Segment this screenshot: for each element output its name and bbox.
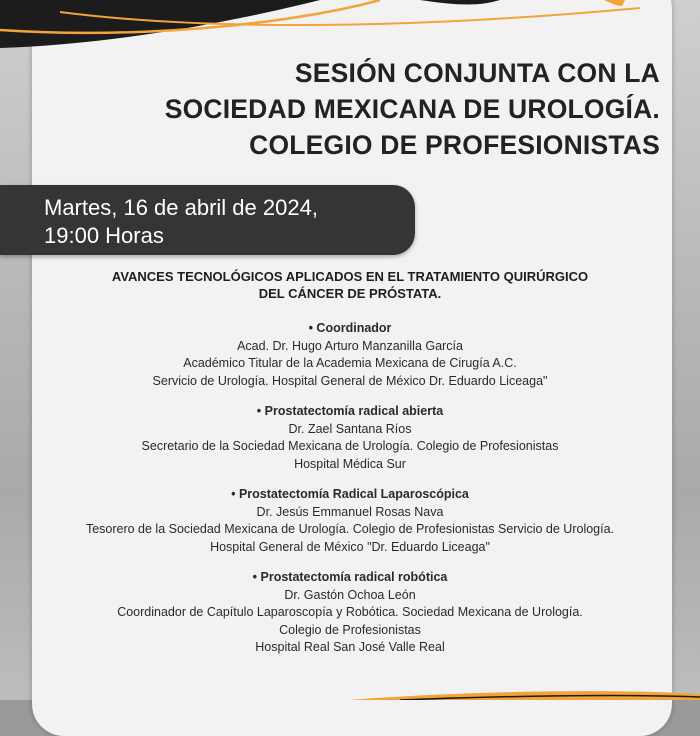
section-heading: • Prostatectomía Radical Laparoscópica: [231, 487, 469, 501]
date-banner: [0, 185, 415, 255]
speaker-detail: Tesorero de la Sociedad Mexicana de Urología. Colegio de Profesionistas Servicio de Urología.: [85, 522, 615, 536]
event-date: Martes, 16 de abril de 2024,: [44, 195, 318, 220]
speaker-detail: Académico Titular de la Academia Mexicana de Cirugía A.C.: [183, 356, 517, 370]
event-time: 19:00 Horas: [44, 223, 164, 248]
program-section-coordinador: [40, 320, 660, 390]
section-heading: • Prostatectomía radical robótica: [252, 570, 448, 584]
topic-line: DEL CÁNCER DE PRÓSTATA.: [258, 286, 442, 301]
title-line: SOCIEDAD MEXICANA DE UROLOGÍA.: [164, 94, 660, 124]
speaker-detail: Hospital General de México "Dr. Eduardo Liceaga": [210, 539, 490, 554]
speaker-detail: Servicio de Urología. Hospital General de México Dr. Eduardo Liceaga": [152, 373, 548, 388]
program-section-abierta: [40, 403, 660, 473]
speaker-name: Dr. Jesús Emmanuel Rosas Nava: [256, 504, 444, 519]
speaker-detail: Hospital Médica Sur: [294, 456, 406, 471]
program-section-laparoscopica: [40, 486, 660, 556]
speaker-name: Acad. Dr. Hugo Arturo Manzanilla García: [237, 338, 463, 353]
speaker-detail: Hospital Real San José Valle Real: [255, 640, 445, 654]
event-title: [60, 55, 660, 163]
section-heading: • Coordinador: [308, 321, 392, 335]
top-decoration: [0, 0, 700, 60]
bottom-decoration: [0, 670, 700, 700]
session-topic: [40, 268, 660, 302]
speaker-name: Dr. Gastón Ochoa León: [284, 587, 416, 602]
topic-line: AVANCES TECNOLÓGICOS APLICADOS EN EL TRATAMIENTO QUIRÚRGICO: [111, 269, 589, 284]
program-section-robotica: [40, 569, 660, 657]
speaker-detail: Secretario de la Sociedad Mexicana de Urología. Colegio de Profesionistas: [141, 439, 559, 453]
title-line: SESIÓN CONJUNTA CON LA: [294, 58, 660, 88]
speaker-detail: Coordinador de Capítulo Laparoscopía y Robótica. Sociedad Mexicana de Urología.: [117, 605, 583, 619]
speaker-detail: Colegio de Profesionistas: [279, 622, 421, 637]
title-line: COLEGIO DE PROFESIONISTAS: [249, 130, 660, 160]
section-heading: • Prostatectomía radical abierta: [256, 404, 444, 418]
speaker-name: Dr. Zael Santana Ríos: [288, 421, 412, 436]
program-list: [40, 320, 660, 670]
